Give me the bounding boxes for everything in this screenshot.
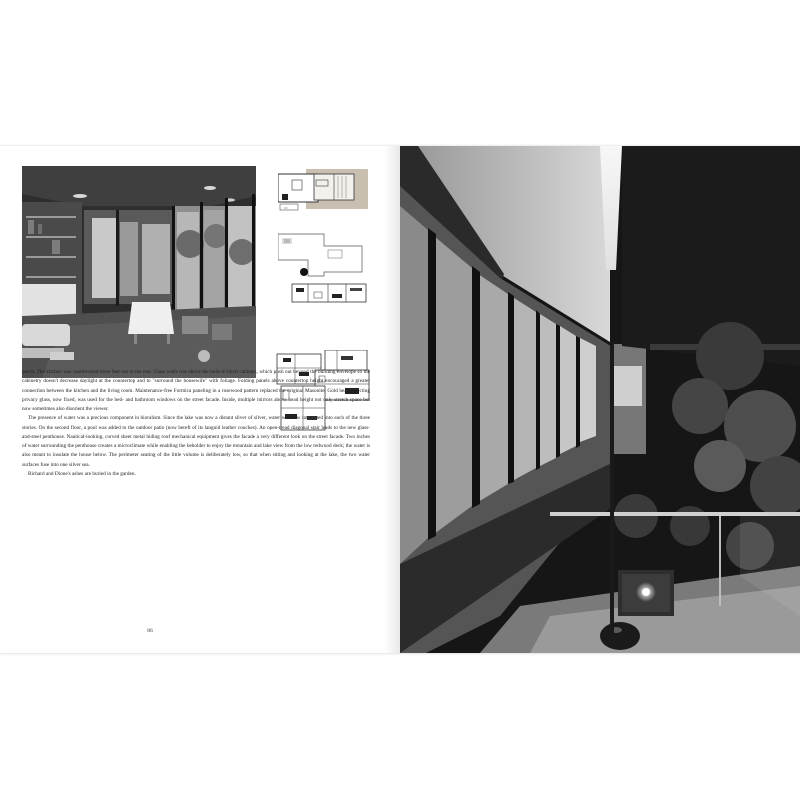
second-floor-plan bbox=[278, 232, 370, 304]
paragraph: porch. The kitchen was cantilevered three feet out to the rear. Glass walls rise above the built-in birch cabinets, which push out beyond the building envelope so the cabinetry doesn't decrease daylight at the countertop and to "surround the housewife" with foliage. Folding panels above countertop height encouraged a greater connection between the kitchen and the living room. Maintenance-free Formica paneling in a rosewood pattern replaced the original Masonite. Gold heat-reflecting privacy glass, now fixed, was used for the bed- and bathroom windows on the street facade. Inside, multiple mirrors above head height not only stretch space but now sometimes also disorient the viewer. bbox=[22, 369, 370, 412]
svg-text:==: == bbox=[284, 206, 288, 210]
interior-living-room-photo bbox=[22, 166, 256, 378]
paragraph: The presence of water was a precious component in bioralism. Since the lake was now a distant sliver of silver, water was now integrated into each of the three stories. On the second floor, a pool was added to the outdoor patio (now bereft of its languid leather couches). An open-tread diagonal stair leads to the new glass-and-steel penthouse. Nautical-looking, curved sheet metal hiding roof mechanical equipment gives the facade a very different look on the street facade. Two inches of water surrounding the penthouse creates a microclimate while enabling the beholder to enjoy the mountain and lake view from the low redwood deck; the water is also meant to insulate the house below. The perimeter seating of the little volume is deliberately low, so that when sitting and looking at the lake, the two water surfaces fuse into one silver sea. bbox=[22, 415, 370, 468]
body-text bbox=[22, 368, 370, 479]
page-number: 86 bbox=[147, 628, 153, 634]
left-page bbox=[0, 146, 400, 653]
penthouse-floor-plan bbox=[278, 166, 370, 216]
exterior-night-photo bbox=[400, 146, 800, 653]
paragraph: Richard and Dione's ashes are buried in the garden. bbox=[28, 470, 136, 477]
book-spread bbox=[0, 146, 800, 653]
